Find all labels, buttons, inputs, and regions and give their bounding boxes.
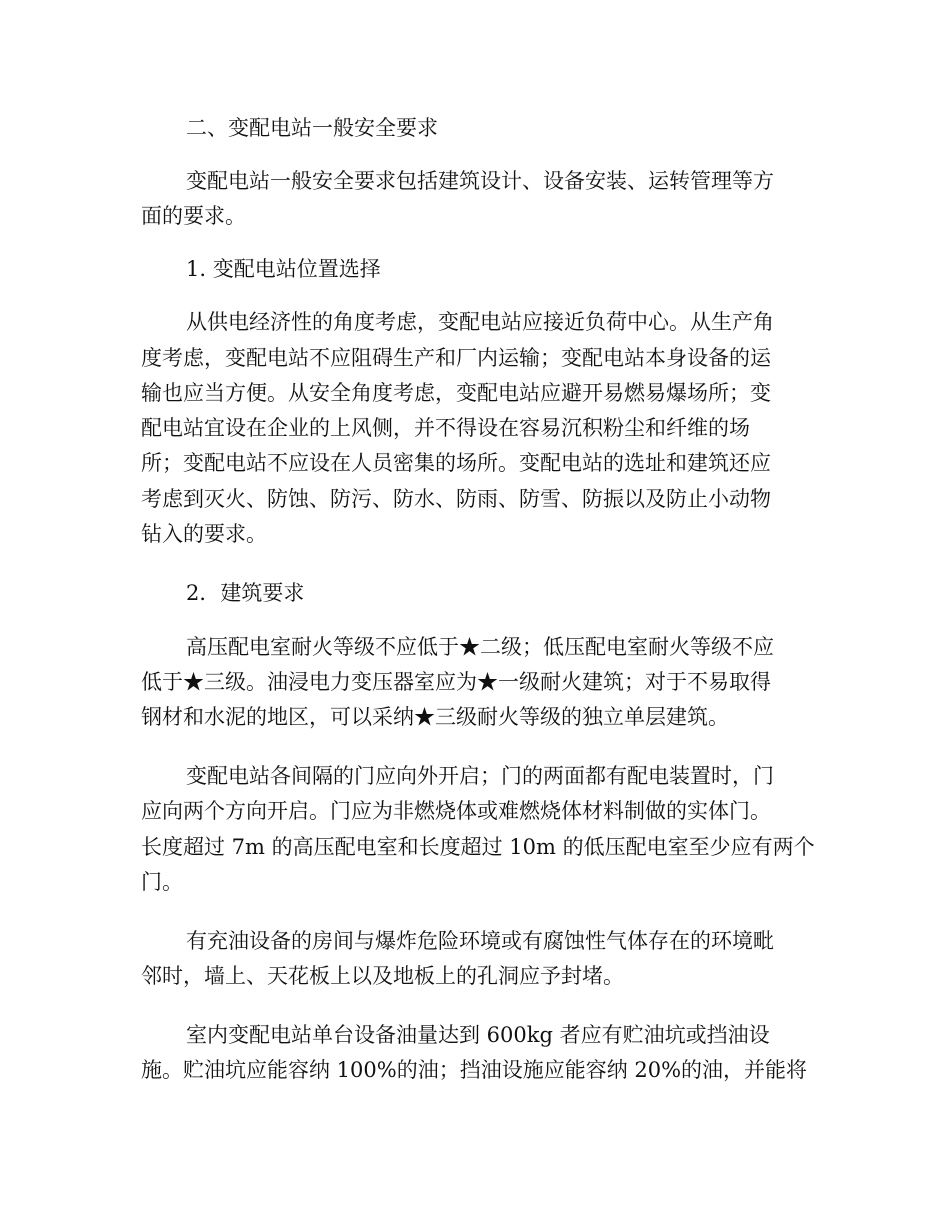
fire-rating-line-2: 低于★三级。油浸电力变压器室应为★一级耐火建筑；对于不易取得	[141, 670, 771, 694]
location-line-4: 配电站宜设在企业的上风侧，并不得设在容易沉积粉尘和纤维的场	[141, 416, 750, 440]
oil-line-1: 室内变配电站单台设备油量达到 600kg 者应有贮油坑或挡油设	[186, 1023, 770, 1047]
location-line-7: 钻入的要求。	[141, 522, 267, 546]
sealing-line-2: 邻时，墙上、天花板上以及地板上的孔洞应予封堵。	[141, 964, 624, 988]
section-heading-general-safety: 二、变配电站一般安全要求	[186, 116, 438, 140]
subheading-building: 2．建筑要求	[186, 581, 305, 605]
location-line-1: 从供电经济性的角度考虑，变配电站应接近负荷中心。从生产角	[186, 310, 774, 334]
oil-line-2: 施。贮油坑应能容纳 100%的油；挡油设施应能容纳 20%的油，并能将	[141, 1058, 808, 1082]
fire-rating-line-3: 钢材和水泥的地区，可以采纳★三级耐火等级的独立单层建筑。	[141, 705, 729, 729]
location-line-2: 度考虑，变配电站不应阻碍生产和厂内运输；变配电站本身设备的运	[141, 346, 771, 370]
location-line-3: 输也应当方便。从安全角度考虑，变配电站应避开易燃易爆场所；变	[141, 381, 771, 405]
intro-line-1: 变配电站一般安全要求包括建筑设计、设备安装、运转管理等方	[186, 169, 774, 193]
door-line-2: 应向两个方向开启。门应为非燃烧体或难燃烧体材料制做的实体门。	[141, 799, 771, 823]
door-line-4: 门。	[141, 870, 183, 894]
sealing-line-1: 有充油设备的房间与爆炸危险环境或有腐蚀性气体存在的环境毗	[186, 929, 774, 953]
fire-rating-line-1: 高压配电室耐火等级不应低于★二级；低压配电室耐火等级不应	[186, 635, 774, 659]
location-line-5: 所；变配电站不应设在人员密集的场所。变配电站的选址和建筑还应	[141, 451, 771, 475]
door-line-3: 长度超过 7m 的高压配电室和长度超过 10m 的低压配电室至少应有两个	[141, 835, 815, 859]
subheading-location: 1. 变配电站位置选择	[186, 257, 381, 281]
door-line-1: 变配电站各间隔的门应向外开启；门的两面都有配电装置时，门	[186, 764, 774, 788]
location-line-6: 考虑到灭火、防蚀、防污、防水、防雨、防雪、防振以及防止小动物	[141, 487, 771, 511]
intro-line-2: 面的要求。	[141, 204, 246, 228]
